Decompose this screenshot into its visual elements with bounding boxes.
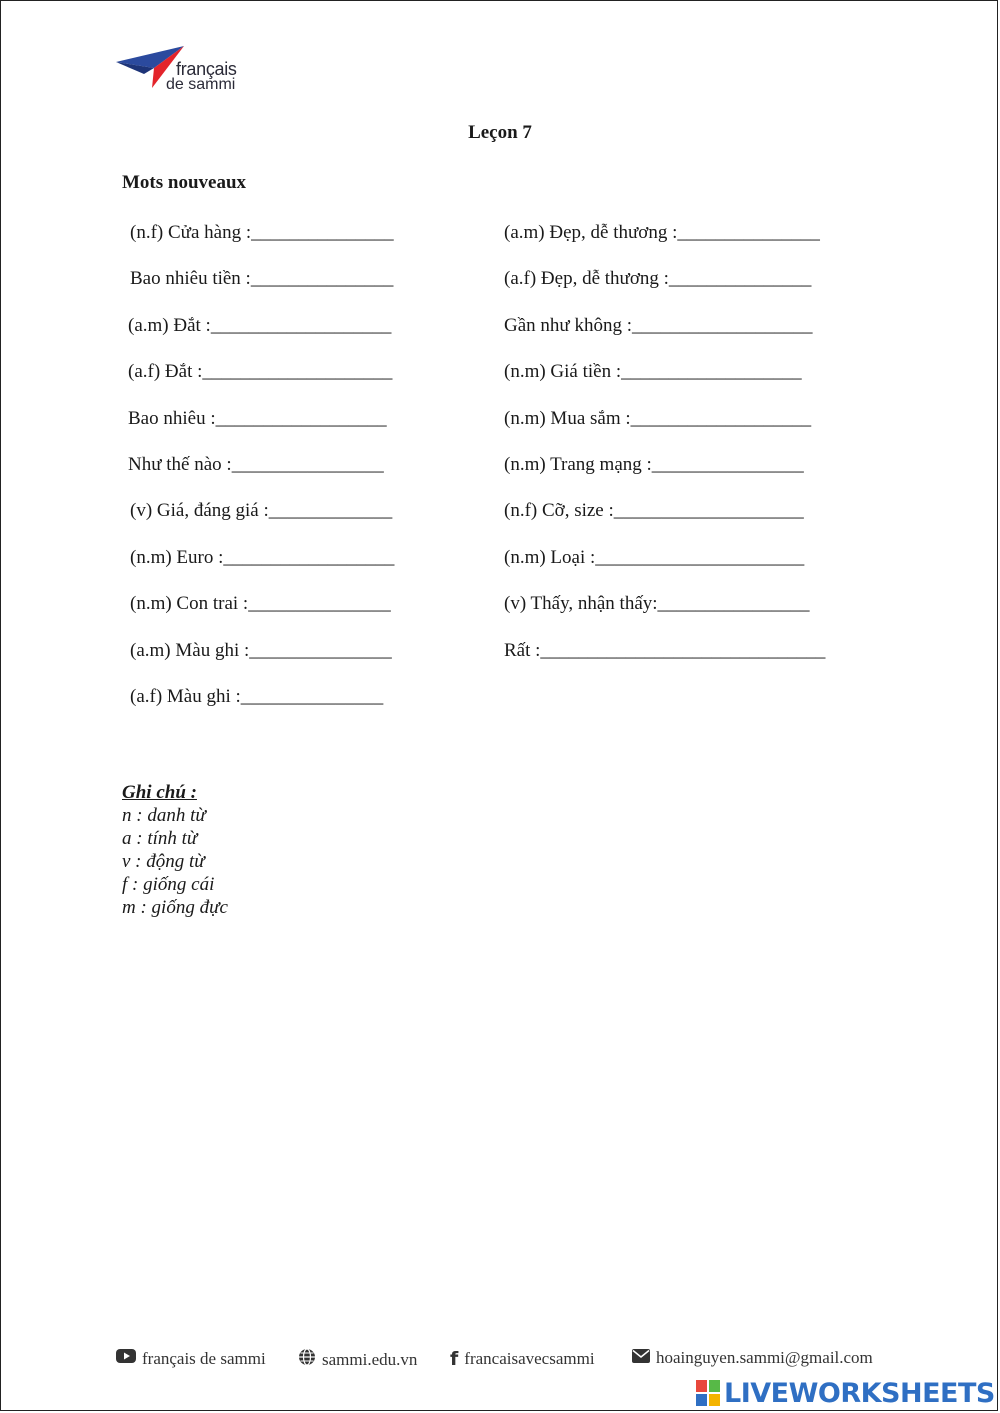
notes-item: v : động từ (122, 851, 205, 872)
vocab-item-left: (a.m) Đắt :___________________ (128, 314, 392, 336)
globe-icon (298, 1348, 316, 1371)
page-title: Leçon 7 (468, 122, 532, 143)
notes-item: a : tính từ (122, 828, 198, 849)
vocab-item-right: (a.m) Đẹp, dễ thương :_______________ (504, 222, 820, 243)
vocab-item-right: (n.f) Cỡ, size :____________________ (504, 500, 804, 522)
footer-website[interactable] (298, 1348, 417, 1371)
vocab-item-left: (a.f) Màu ghi :_______________ (130, 686, 384, 707)
notes-block (122, 781, 228, 919)
brand-line2: de sammi (166, 76, 236, 93)
brand-line1: français (176, 59, 237, 79)
vocab-item-right: (n.m) Trang mạng :________________ (504, 454, 804, 475)
liveworksheets-watermark (696, 1378, 995, 1408)
footer-youtube[interactable] (116, 1348, 266, 1369)
watermark-text: LIVEWORKSHEETS (724, 1377, 995, 1409)
vocab-item-right: Rất :______________________________ (504, 639, 826, 661)
facebook-icon: f (450, 1348, 459, 1370)
footer-facebook-label: francaisavecsammi (464, 1349, 595, 1368)
youtube-icon (116, 1348, 136, 1369)
vocab-item-right: Gần như không :___________________ (504, 314, 813, 336)
footer-website-label: sammi.edu.vn (322, 1349, 418, 1369)
vocab-item-right: (v) Thấy, nhận thấy:________________ (504, 593, 810, 615)
vocab-item-left: Như thế nào :________________ (128, 454, 384, 475)
vocab-item-right: (n.m) Mua sắm :___________________ (504, 407, 812, 429)
mail-icon (632, 1348, 650, 1368)
vocab-item-left: (a.f) Đắt :____________________ (128, 361, 393, 383)
vocab-item-left: Bao nhiêu :__________________ (128, 407, 387, 429)
footer-email-label: hoainguyen.sammi@gmail.com (656, 1348, 873, 1367)
footer-email[interactable] (632, 1348, 873, 1368)
vocab-item-right: (n.m) Loại :______________________ (504, 546, 805, 568)
vocab-item-left: (v) Giá, đáng giá :_____________ (130, 500, 393, 522)
notes-item: n : danh từ (122, 805, 206, 826)
notes-item: f : giống cái (122, 874, 215, 895)
vocab-item-left: (a.m) Màu ghi :_______________ (130, 639, 392, 661)
vocab-item-left: (n.f) Cửa hàng :_______________ (130, 222, 394, 243)
vocab-item-right: (n.m) Giá tiền :___________________ (504, 361, 802, 383)
vocab-item-right: (a.f) Đẹp, dễ thương :_______________ (504, 268, 812, 290)
footer-youtube-label: français de sammi (142, 1348, 266, 1368)
brand-logo (114, 44, 254, 100)
liveworksheets-logo-icon (696, 1380, 720, 1406)
footer-facebook[interactable] (450, 1348, 595, 1370)
vocab-item-left: Bao nhiêu tiền :_______________ (130, 268, 394, 290)
notes-heading: Ghi chú : (122, 782, 197, 803)
notes-item: m : giống đực (122, 897, 228, 918)
section-title: Mots nouveaux (122, 172, 247, 193)
footer (0, 1348, 1000, 1372)
vocab-item-left: (n.m) Con trai :_______________ (130, 593, 391, 615)
vocab-item-left: (n.m) Euro :__________________ (130, 546, 395, 568)
